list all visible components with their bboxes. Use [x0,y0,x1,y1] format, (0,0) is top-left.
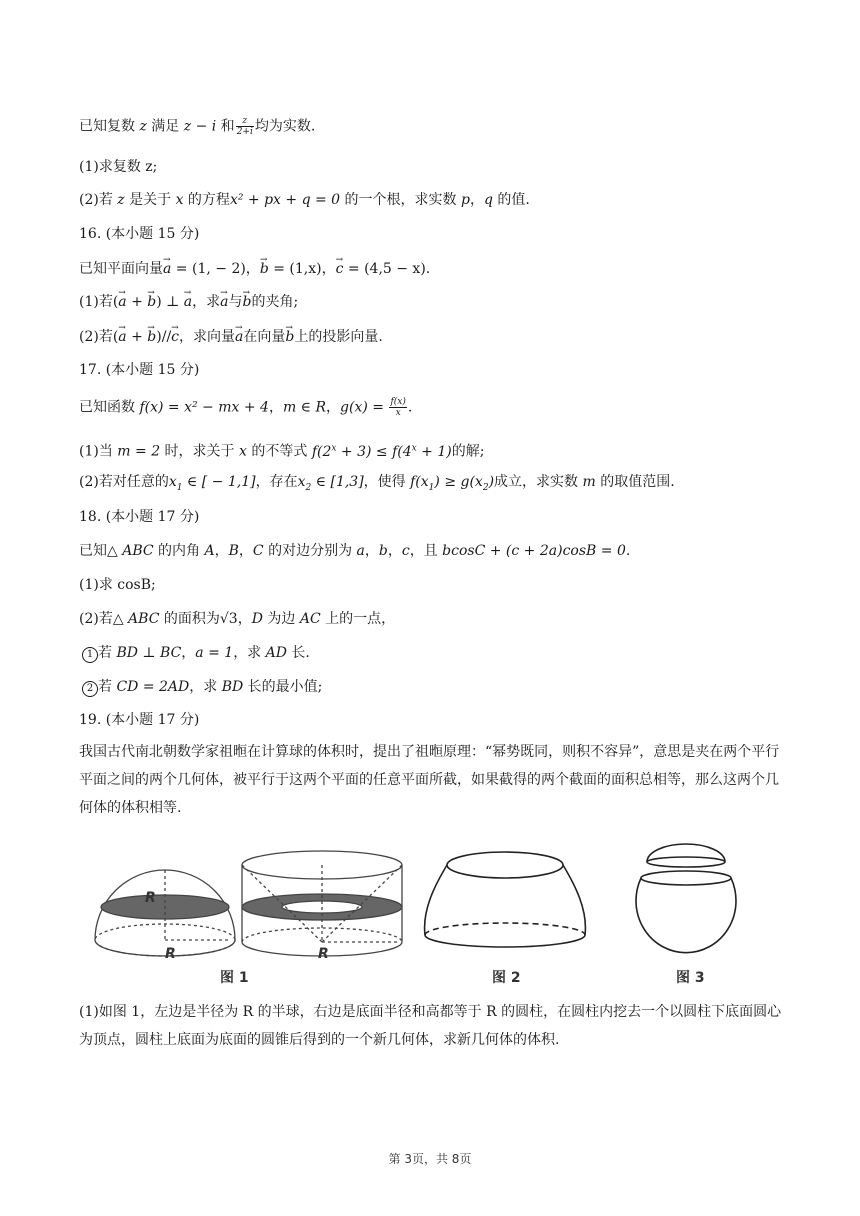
math: m ∈ R [282,399,327,416]
text: ，求 [189,679,222,695]
math: bcosC + (c + 2a)cosB = 0 [442,543,626,559]
text: ，存在 [255,474,298,490]
text: 和 [216,118,235,135]
q19-paragraph: 我国古代南北朝数学家祖暅在计算球的体积时，提出了祖暅原理：“幂势既同，则积不容异”，意思是夹在两个平行平面之间的两个几何体，被平行于这两个平面的任意平面所截，如果截得的两个截面的面积总相等，那么这两个几何体的体积相等. [79,744,780,816]
math: + [126,329,148,345]
denominator: x [395,408,401,418]
math: CD = 2AD [116,679,190,695]
text: 的方程 [183,192,230,208]
math: p [460,192,470,208]
text: ， [364,543,379,559]
math: x [239,443,247,460]
vector-b: → b [285,327,294,347]
q15-stem [79,116,315,137]
text: . [625,543,631,559]
text: 满足 [146,118,184,135]
vector-c: → c [336,259,344,279]
text: . [407,399,413,416]
math [168,474,256,493]
math: x² + px + q = 0 [229,192,341,208]
numerator: f(x) [390,397,406,407]
q17-part2 [79,472,675,498]
math: a = 1 [195,645,234,661]
page-footer: 第 3页，共 8页 [388,1152,472,1166]
q19-part1: (1)如图 1，左边是半径为 R 的半球，右边是底面半径和高都等于 R 的圆柱，在圆柱内挖去一个以圆柱下底面圆心为顶点，圆柱上底面为底面的圆锥后得到的一个新几何体，求新几何体的体积. [79,1004,782,1048]
text: 均为实数. [254,118,316,135]
fig1-hemisphere [95,870,235,956]
math: B [228,543,239,559]
math: BD ⊥ BC [116,645,182,661]
math: △ ABC [107,543,154,559]
math-part: ) ≥ g(x [434,474,483,490]
math: = (1, − 2)， [171,261,260,277]
circled-number: 1 [82,647,98,663]
superscript: x [411,443,417,453]
text: 已知复数 [79,118,140,135]
math-part: x [168,474,177,490]
math: A [204,543,215,559]
math: f(x) = x² − mx + 4 [139,399,269,416]
text: ， [469,192,484,208]
math-part: ∈ [1,3] [311,474,364,490]
text: 已知函数 [79,399,140,416]
text: 是关于 [124,192,176,208]
vector-c: → c [171,327,179,347]
text: ， [181,645,196,661]
math: m = 2 [117,443,161,460]
fraction [236,116,254,137]
math-part: x [297,474,306,490]
q16-part1 [79,292,298,312]
vector-a: → a [235,327,243,347]
circled-number: 2 [82,681,98,697]
text: 的不等式 [246,443,312,460]
math: AC [299,611,321,627]
text: (2)若 [79,611,113,627]
vector-a: → a [184,292,192,312]
math: BD [221,679,244,695]
math: m [582,474,596,490]
q17-part1 [79,438,484,462]
text: ，使得 [363,474,411,490]
vector-b: → b [243,292,252,312]
q18-part1: (1)求 cosB; [79,577,156,593]
q19-header: 19. (本小题 17 分) [79,712,200,728]
text: (2)若对任意的 [79,474,169,490]
vector-b: → b [147,292,156,312]
fig3-caption: 图 3 [676,970,705,986]
math: AD [265,645,287,661]
q15-part1: (1)求复数 z; [79,159,158,175]
vector-b: → b [260,259,269,279]
vector-a: → a [220,292,228,312]
text: 已知平面向量 [79,261,163,277]
math: √3 [219,611,238,627]
math: z − i [183,118,217,135]
text: ，求 [192,294,221,310]
text: ， [238,543,253,559]
text: 的一个根，求实数 [340,192,461,208]
math-part: ) [488,474,495,490]
math: + [126,294,148,310]
text: 与 [228,294,243,310]
text: (1)若( [79,294,119,310]
numerator: z [236,116,254,127]
text: 的内角 [153,543,205,559]
text: (2)若( [79,329,119,345]
text: 长. [286,645,310,661]
q16-part2 [79,327,383,347]
math: z [139,118,147,135]
radius-label: R [165,946,176,962]
text: 若 [98,645,117,661]
text: ， [326,399,341,416]
math: a [356,543,365,559]
text: (2)若 [79,192,118,208]
text: ，求向量 [179,329,236,345]
text: ，求 [233,645,266,661]
text: 的对边分别为 [263,543,357,559]
math: c [401,543,410,559]
q16-header: 16. (本小题 15 分) [79,226,200,242]
q18-part2 [79,609,395,629]
q18-stem [79,541,630,561]
math: △ ABC [112,611,160,627]
superscript: x [331,443,337,453]
text: 成立，求实数 [494,474,583,490]
math: ) ⊥ [156,294,184,310]
math-part: f(2 [311,443,332,460]
fig1-cylinder [242,851,402,956]
text: 的取值范围. [595,474,675,490]
figures [80,840,780,990]
vector-b: → b [147,327,156,347]
subscript: 1 [176,482,183,493]
vector-a: → a [118,292,126,312]
text: 上的一点， [320,611,396,627]
math: = (1,x)， [268,261,336,277]
text: 的夹角; [251,294,299,310]
text: 若 [98,679,117,695]
text: 上的投影向量. [294,329,383,345]
text: 的值. [492,192,530,208]
math [297,474,364,493]
text: 长的最小值; [243,679,323,695]
q17-header: 17. (本小题 15 分) [79,362,200,378]
math: D [251,611,263,627]
math [410,474,495,493]
math: = (4,5 − x). [343,261,431,277]
q16-stem [79,259,430,279]
text: 已知 [79,543,107,559]
text: 时，求关于 [160,443,240,460]
vector-a: → a [118,327,126,347]
q17-stem [79,397,412,418]
text: 的解; [451,443,485,460]
math-part: + 1) [416,443,452,460]
subscript: 2 [482,482,489,493]
radius-label: R [145,890,156,906]
text: ， [214,543,229,559]
math-part: ∈ [ − 1,1] [182,474,256,490]
text: ， [268,399,283,416]
math-part: + 3) ≤ f(4 [336,443,412,460]
text: (1)当 [79,443,118,460]
math: )// [156,329,172,345]
text: 在向量 [243,329,286,345]
math: b [378,543,388,559]
math: x [175,192,184,208]
math: q [483,192,493,208]
q15-part2 [79,190,530,210]
math-part: f(x [410,474,429,490]
q18-case1 [82,643,310,663]
q18-case2 [82,677,322,697]
subscript: 1 [428,482,435,493]
fig3-sphere [636,844,736,953]
math: z [117,192,125,208]
vector-a: → a [163,259,171,279]
math [312,444,452,460]
fraction [389,397,406,418]
denominator: 2+i [236,127,253,137]
fig1-caption: 图 1 [220,970,249,986]
text: ， [387,543,402,559]
radius-label: R [318,946,329,962]
fig2-bowl [425,852,586,947]
q18-header: 18. (本小题 17 分) [79,509,200,525]
math: C [252,543,264,559]
fig2-caption: 图 2 [492,970,521,986]
text: ， [237,611,252,627]
math: g(x) = [340,399,389,416]
text: 为边 [262,611,300,627]
text: 的面积为 [159,611,220,627]
subscript: 2 [305,482,312,493]
text: ，且 [409,543,443,559]
